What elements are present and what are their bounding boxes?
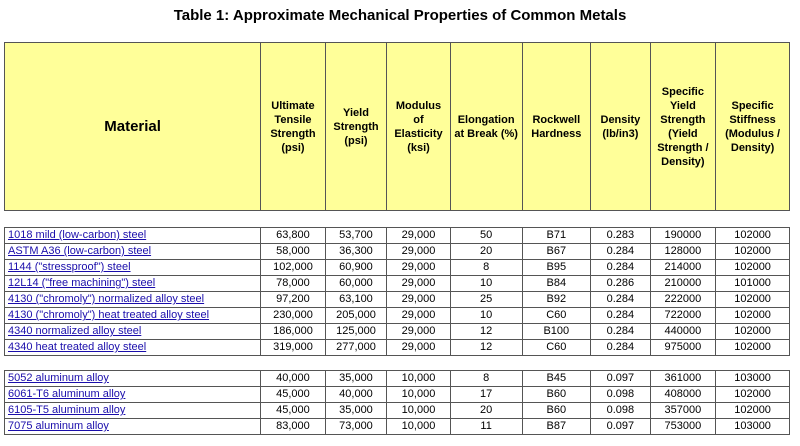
elongation-cell: 20 — [450, 244, 522, 260]
uts-cell: 102,000 — [261, 260, 326, 276]
table-row — [5, 228, 790, 244]
header-yield-strength: Yield Strength (psi) — [325, 43, 386, 211]
material-cell — [5, 292, 261, 308]
material-link[interactable]: 4130 ("chromoly") normalized alloy steel — [8, 293, 205, 306]
elongation-cell: 20 — [450, 403, 522, 419]
specific-stiffness-cell: 102000 — [716, 387, 790, 403]
specific-yield-cell: 722000 — [650, 308, 716, 324]
uts-cell: 45,000 — [261, 403, 326, 419]
header-elongation: Elongation at Break (%) — [450, 43, 522, 211]
specific-yield-cell: 210000 — [650, 276, 716, 292]
material-cell — [5, 276, 261, 292]
table-row — [5, 324, 790, 340]
yield-cell: 63,100 — [325, 292, 386, 308]
rockwell-cell: C60 — [522, 308, 591, 324]
uts-cell: 319,000 — [261, 340, 326, 356]
material-link[interactable]: 6105-T5 aluminum alloy — [8, 404, 126, 417]
uts-cell: 58,000 — [261, 244, 326, 260]
yield-cell: 60,000 — [325, 276, 386, 292]
specific-stiffness-cell: 102000 — [716, 324, 790, 340]
modulus-cell: 29,000 — [387, 308, 451, 324]
material-link[interactable]: 4340 heat treated alloy steel — [8, 341, 147, 354]
modulus-cell: 29,000 — [387, 292, 451, 308]
specific-stiffness-cell: 101000 — [716, 276, 790, 292]
header-rockwell: Rockwell Hardness — [522, 43, 591, 211]
specific-yield-cell: 222000 — [650, 292, 716, 308]
density-cell: 0.284 — [591, 260, 650, 276]
yield-cell: 53,700 — [325, 228, 386, 244]
density-cell: 0.098 — [591, 403, 650, 419]
specific-yield-cell: 128000 — [650, 244, 716, 260]
specific-yield-cell: 408000 — [650, 387, 716, 403]
header-ultimate-tensile-strength: Ultimate Tensile Strength (psi) — [261, 43, 326, 211]
yield-cell: 205,000 — [325, 308, 386, 324]
density-cell: 0.284 — [591, 244, 650, 260]
specific-stiffness-cell: 102000 — [716, 308, 790, 324]
elongation-cell: 10 — [450, 308, 522, 324]
uts-cell: 230,000 — [261, 308, 326, 324]
rockwell-cell: B67 — [522, 244, 591, 260]
table-row — [5, 419, 790, 435]
density-cell: 0.284 — [591, 292, 650, 308]
modulus-cell: 29,000 — [387, 228, 451, 244]
uts-cell: 97,200 — [261, 292, 326, 308]
specific-yield-cell: 440000 — [650, 324, 716, 340]
material-link[interactable]: 6061-T6 aluminum alloy — [8, 388, 126, 401]
density-cell: 0.283 — [591, 228, 650, 244]
yield-cell: 60,900 — [325, 260, 386, 276]
table-row — [5, 292, 790, 308]
header-material: Material — [5, 43, 261, 211]
rockwell-cell: B95 — [522, 260, 591, 276]
material-link[interactable]: 5052 aluminum alloy — [8, 372, 109, 385]
yield-cell: 35,000 — [325, 371, 386, 387]
header-specific-yield: Specific Yield Strength (Yield Strength / Density) — [650, 43, 716, 211]
rockwell-cell: B60 — [522, 387, 591, 403]
specific-yield-cell: 357000 — [650, 403, 716, 419]
rockwell-cell: B92 — [522, 292, 591, 308]
uts-cell: 45,000 — [261, 387, 326, 403]
uts-cell: 40,000 — [261, 371, 326, 387]
table-row — [5, 387, 790, 403]
uts-cell: 186,000 — [261, 324, 326, 340]
density-cell: 0.284 — [591, 308, 650, 324]
modulus-cell: 29,000 — [387, 276, 451, 292]
table-row — [5, 244, 790, 260]
material-link[interactable]: 4340 normalized alloy steel — [8, 325, 142, 338]
specific-stiffness-cell: 102000 — [716, 292, 790, 308]
material-cell — [5, 340, 261, 356]
steel-table — [4, 227, 790, 356]
rockwell-cell: C60 — [522, 340, 591, 356]
uts-cell: 63,800 — [261, 228, 326, 244]
rockwell-cell: B71 — [522, 228, 591, 244]
material-link[interactable]: ASTM A36 (low-carbon) steel — [8, 245, 152, 258]
modulus-cell: 10,000 — [387, 403, 451, 419]
elongation-cell: 8 — [450, 371, 522, 387]
yield-cell: 36,300 — [325, 244, 386, 260]
specific-stiffness-cell: 102000 — [716, 260, 790, 276]
yield-cell: 73,000 — [325, 419, 386, 435]
material-cell — [5, 371, 261, 387]
header-density: Density (lb/in3) — [591, 43, 650, 211]
yield-cell: 35,000 — [325, 403, 386, 419]
material-cell — [5, 260, 261, 276]
uts-cell: 78,000 — [261, 276, 326, 292]
rockwell-cell: B84 — [522, 276, 591, 292]
rockwell-cell: B45 — [522, 371, 591, 387]
rockwell-cell: B100 — [522, 324, 591, 340]
material-cell — [5, 403, 261, 419]
table-row — [5, 403, 790, 419]
elongation-cell: 12 — [450, 324, 522, 340]
aluminum-table — [4, 370, 790, 435]
material-link[interactable]: 1018 mild (low-carbon) steel — [8, 229, 147, 242]
material-cell — [5, 228, 261, 244]
material-cell — [5, 244, 261, 260]
header-table — [4, 42, 790, 211]
modulus-cell: 29,000 — [387, 340, 451, 356]
modulus-cell: 29,000 — [387, 260, 451, 276]
table-row — [5, 260, 790, 276]
specific-stiffness-cell: 102000 — [716, 228, 790, 244]
elongation-cell: 17 — [450, 387, 522, 403]
material-link[interactable]: 12L14 ("free machining") steel — [8, 277, 156, 290]
specific-yield-cell: 361000 — [650, 371, 716, 387]
elongation-cell: 10 — [450, 276, 522, 292]
elongation-cell: 12 — [450, 340, 522, 356]
specific-yield-cell: 214000 — [650, 260, 716, 276]
table-row — [5, 371, 790, 387]
table-row — [5, 308, 790, 324]
specific-stiffness-cell: 102000 — [716, 403, 790, 419]
specific-stiffness-cell: 102000 — [716, 244, 790, 260]
specific-stiffness-cell: 103000 — [716, 419, 790, 435]
yield-cell: 277,000 — [325, 340, 386, 356]
density-cell: 0.097 — [591, 371, 650, 387]
modulus-cell: 10,000 — [387, 419, 451, 435]
page-title: Table 1: Approximate Mechanical Properties of Common Metals — [173, 7, 627, 24]
density-cell: 0.286 — [591, 276, 650, 292]
modulus-cell: 29,000 — [387, 244, 451, 260]
material-cell — [5, 324, 261, 340]
material-cell — [5, 387, 261, 403]
table-row — [5, 276, 790, 292]
specific-yield-cell: 190000 — [650, 228, 716, 244]
modulus-cell: 10,000 — [387, 371, 451, 387]
material-link[interactable]: 4130 ("chromoly") heat treated alloy steel — [8, 309, 210, 322]
material-link[interactable]: 1144 ("stressproof") steel — [8, 261, 131, 274]
density-cell: 0.284 — [591, 324, 650, 340]
specific-stiffness-cell: 103000 — [716, 371, 790, 387]
elongation-cell: 8 — [450, 260, 522, 276]
modulus-cell: 29,000 — [387, 324, 451, 340]
density-cell: 0.097 — [591, 419, 650, 435]
density-cell: 0.098 — [591, 387, 650, 403]
density-cell: 0.284 — [591, 340, 650, 356]
rockwell-cell: B60 — [522, 403, 591, 419]
header-specific-stiffness: Specific Stiffness (Modulus / Density) — [716, 43, 790, 211]
uts-cell: 83,000 — [261, 419, 326, 435]
elongation-cell: 50 — [450, 228, 522, 244]
table-row — [5, 340, 790, 356]
modulus-cell: 10,000 — [387, 387, 451, 403]
specific-yield-cell: 975000 — [650, 340, 716, 356]
material-cell — [5, 419, 261, 435]
specific-yield-cell: 753000 — [650, 419, 716, 435]
elongation-cell: 25 — [450, 292, 522, 308]
header-modulus: Modulus of Elasticity (ksi) — [387, 43, 451, 211]
yield-cell: 40,000 — [325, 387, 386, 403]
material-cell — [5, 308, 261, 324]
rockwell-cell: B87 — [522, 419, 591, 435]
material-link[interactable]: 7075 aluminum alloy — [8, 420, 109, 433]
yield-cell: 125,000 — [325, 324, 386, 340]
specific-stiffness-cell: 102000 — [716, 340, 790, 356]
elongation-cell: 11 — [450, 419, 522, 435]
